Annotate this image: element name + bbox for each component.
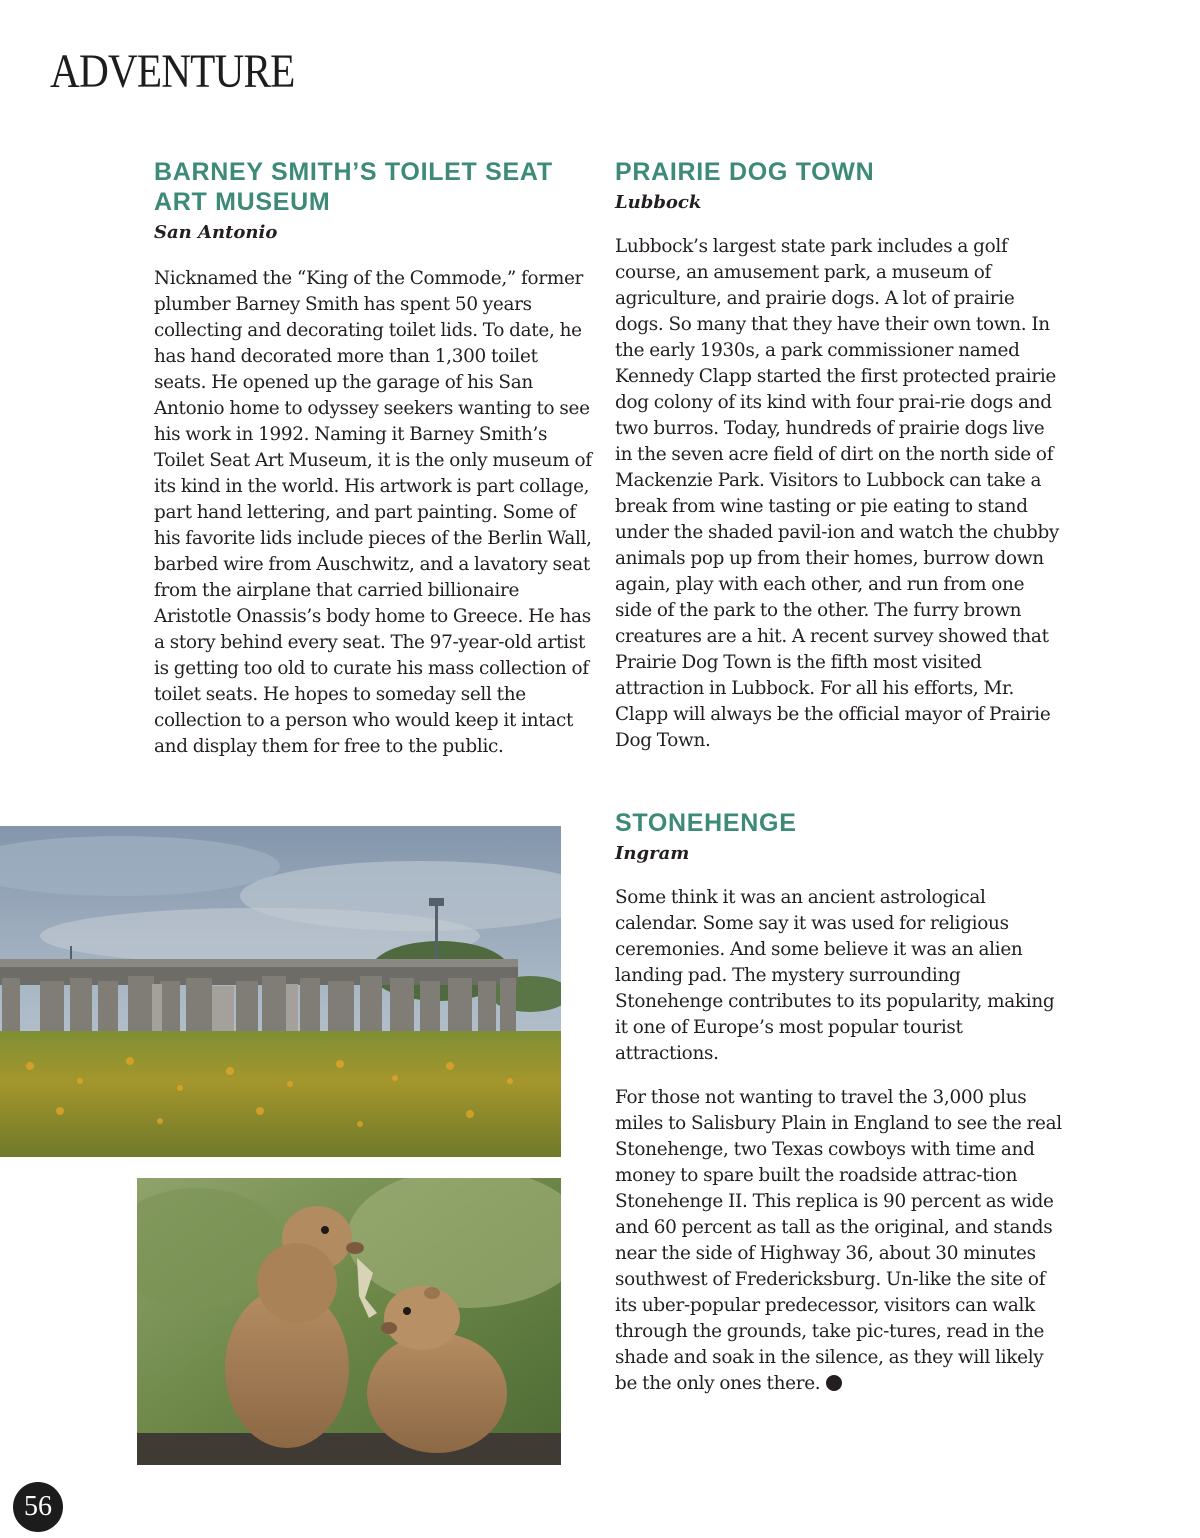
article-paragraph: Lubbock’s largest state park includes a golf course, an amusement park, a museum of agriculture, and prairie dogs. A lot of prairie dogs. So many that they have their own town. In the early 1930s, a park commissioner named Kennedy Clapp started the first protected prairie dog colony of its kind with four prai-rie dogs and two burros. Today, hundreds of prairie dogs live in the seven acre field of dirt on the north side of Mackenzie Park. Visitors to Lubbock can take a break from wine tasting or pie eating to stand under the shaded pavil-ion and watch the chubby animals pop up from their homes, burrow down again, play with each other, and run from one side of the park to the other. The furry brown creatures are a hit. A recent survey showed that Prairie Dog Town is the fifth most visited attraction in Lubbock. For all his efforts, Mr. Clapp will always be the official mayor of Prairie Dog Town. — [615, 236, 1060, 751]
prairie-dogs-photo-illustration — [137, 1178, 561, 1465]
article-stonehenge — [615, 808, 1065, 1397]
stonehenge-replica-photo — [0, 826, 561, 1157]
article-paragraph-text: For those not wanting to travel the 3,000 plus miles to Salisbury Plain in England to see the real Stonehenge, two Texas cowboys with time and money to spare built the roadside attrac-tion Stonehenge II. This replica is 90 percent as wide and 60 percent as tall as the original, and stands near the side of Highway 36, about 30 minutes southwest of Fredericksburg. Un-like the site of its uber-popular predecessor, visitors can walk through the grounds, take pic-tures, read in the shade and soak in the silence, as they will likely be the only ones there. — [615, 1087, 1062, 1394]
article-toilet-seat-museum — [154, 157, 594, 760]
prairie-dogs-photo — [137, 1178, 561, 1465]
article-paragraph: Some think it was an ancient astrological calendar. Some say it was used for religious ceremonies. And some believe it was an alien landing pad. The mystery surrounding Stonehenge contributes to its popularity, making it one of Europe’s most popular tourist attractions. — [615, 887, 1055, 1064]
article-title: STONEHENGE — [615, 809, 797, 837]
article-title: BARNEY SMITH’S TOILET SEAT ART MUSEUM — [154, 158, 553, 216]
article-prairie-dog-town — [615, 157, 1065, 754]
article-location: Lubbock — [615, 192, 702, 213]
section-label: ADVENTURE — [50, 45, 295, 98]
article-location: San Antonio — [154, 222, 278, 243]
magazine-end-mark-icon — [826, 1375, 842, 1391]
article-title: PRAIRIE DOG TOWN — [615, 158, 875, 186]
article-paragraph: Nicknamed the “King of the Commode,” former plumber Barney Smith has spent 50 years collecting and decorating toilet lids. To date, he has hand decorated more than 1,300 toilet seats. He opened up the garage of his San Antonio home to odyssey seekers wanting to see his work in 1992. Naming it Barney Smith’s Toilet Seat Art Museum, it is the only museum of its kind in the world. His artwork is part collage, part hand lettering, and part painting. Some of his favorite lids include pieces of the Berlin Wall, barbed wire from Auschwitz, and a lavatory seat from the airplane that carried billionaire Aristotle Onassis’s body home to Greece. He has a story behind every seat. The 97-year-old artist is getting too old to curate his mass collection of toilet seats. He hopes to someday sell the collection to a person who would keep it intact and display them for free to the public. — [154, 268, 592, 757]
stonehenge-photo-illustration — [0, 826, 561, 1157]
article-location: Ingram — [615, 843, 690, 864]
page-number-badge: 56 — [13, 1482, 63, 1532]
article-paragraph — [615, 1085, 1065, 1397]
